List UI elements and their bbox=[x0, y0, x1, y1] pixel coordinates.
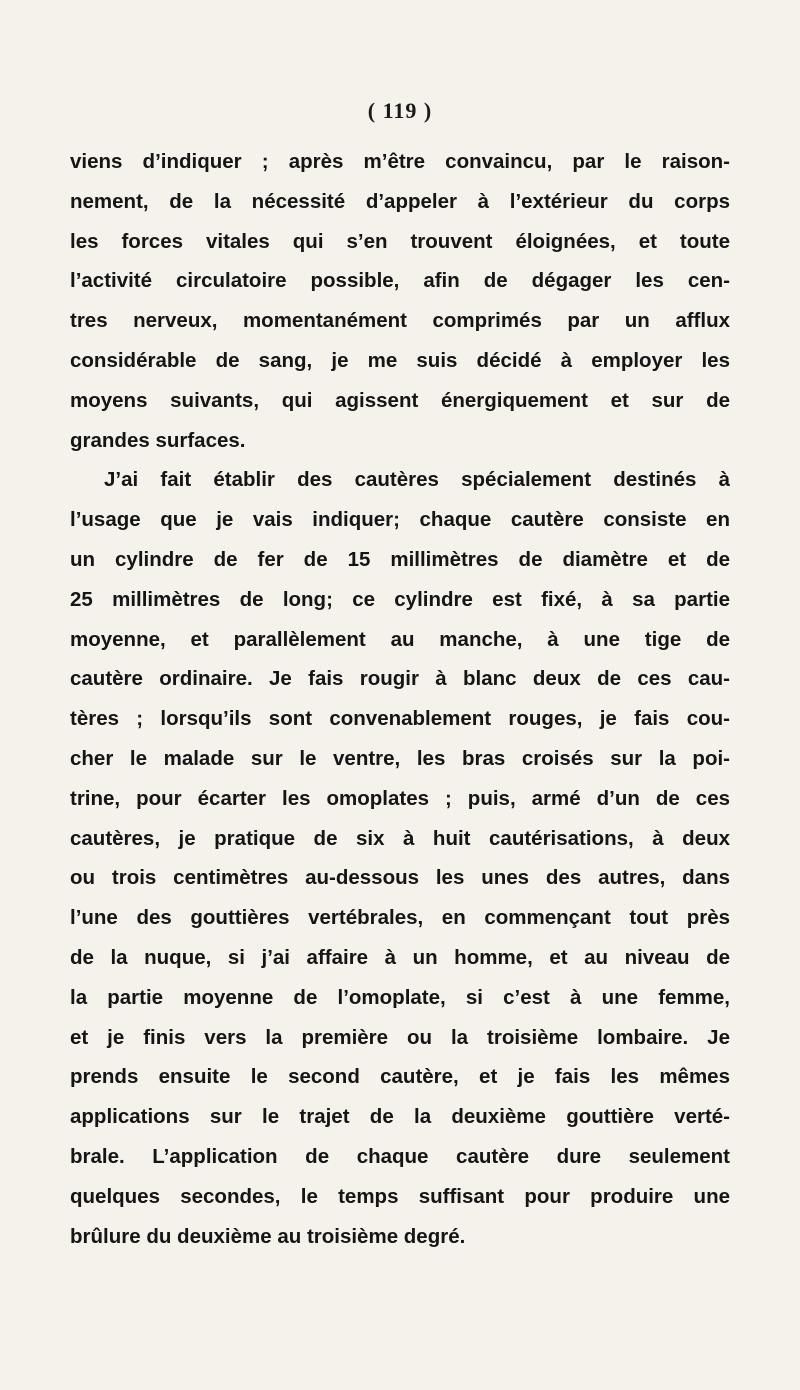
text-line: considérable de sang, je me suis décidé à employer les bbox=[70, 348, 730, 372]
text-line: un cylindre de fer de 15 millimètres de diamètre et de bbox=[70, 547, 730, 571]
text-line: moyens suivants, qui agissent énergiquement et sur de bbox=[70, 388, 730, 412]
text-line: moyenne, et parallèlement au manche, à une tige de bbox=[70, 627, 730, 651]
text-line: l’activité circulatoire possible, afin de dégager les cen- bbox=[70, 269, 730, 293]
text-line: nement, de la nécessité d’appeler à l’extérieur du corps bbox=[70, 189, 730, 213]
text-line: quelques secondes, le temps suffisant pour produire une bbox=[70, 1184, 730, 1208]
text-line: la partie moyenne de l’omoplate, si c’est à une femme, bbox=[70, 985, 730, 1009]
text-line: viens d’indiquer ; après m’être convaincu, par le raison- bbox=[70, 150, 730, 173]
text-line: cautère ordinaire. Je fais rougir à blanc deux de ces cau- bbox=[70, 667, 730, 691]
text-line: de la nuque, si j’ai affaire à un homme, et au niveau de bbox=[70, 945, 730, 969]
text-line: trine, pour écarter les omoplates ; puis, armé d’un de ces bbox=[70, 786, 730, 810]
text-line: ou trois centimètres au-dessous les unes des autres, dans bbox=[70, 866, 730, 890]
text-line: brale. L’application de chaque cautère dure seulement bbox=[70, 1144, 730, 1168]
page-number: ( 119 ) bbox=[367, 98, 433, 123]
text-line: tères ; lorsqu’ils sont convenablement rouges, je fais cou- bbox=[70, 707, 730, 731]
text-line: grandes surfaces. bbox=[70, 428, 246, 452]
text-line: applications sur le trajet de la deuxième gouttière verté- bbox=[70, 1105, 730, 1129]
text-line: 25 millimètres de long; ce cylindre est fixé, à sa partie bbox=[70, 587, 730, 611]
text-line: cher le malade sur le ventre, les bras croisés sur la poi- bbox=[70, 746, 730, 770]
text-line: brûlure du deuxième au troisième degré. bbox=[70, 1224, 466, 1248]
text-line: les forces vitales qui s’en trouvent éloignées, et toute bbox=[70, 229, 730, 253]
text-line: et je finis vers la première ou la troisième lombaire. Je bbox=[70, 1025, 730, 1049]
text-line: cautères, je pratique de six à huit cautérisations, à deux bbox=[70, 826, 730, 850]
text-line: prends ensuite le second cautère, et je fais les mêmes bbox=[70, 1065, 730, 1089]
body-text bbox=[70, 142, 730, 1256]
text-line: l’une des gouttières vertébrales, en commençant tout près bbox=[70, 906, 730, 930]
text-line: J’ai fait établir des cautères spécialement destinés à bbox=[104, 468, 730, 492]
text-line: tres nerveux, momentanément comprimés par un afflux bbox=[70, 309, 730, 333]
text-line: l’usage que je vais indiquer; chaque cautère consiste en bbox=[70, 508, 730, 532]
